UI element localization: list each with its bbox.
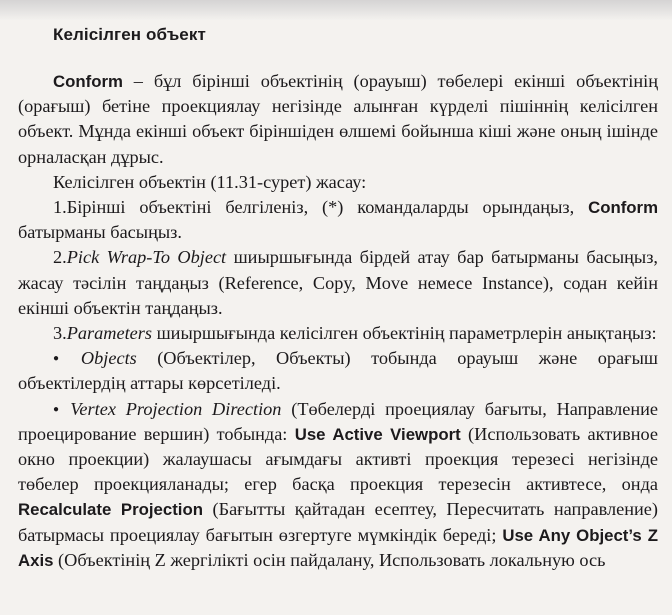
step-2-term: Pick Wrap-To Object: [66, 247, 227, 268]
step-1-text: Бірінші объектіні белгіленіз, (*) командаларды орындаңыз,: [66, 197, 589, 218]
bullet-marker: ●: [53, 403, 65, 415]
use-any-object-z-axis-term: Use Any Object’s Z Axis: [18, 525, 659, 570]
paragraph-conform-definition: [18, 69, 658, 170]
bullet-objects-text: (Объектілер, Объекты) тобында орауыш және орағыш объектілердің аттары көрсетіледі.: [18, 348, 658, 394]
bullet-vertex-text-2: (Использовать активное окно проекции) жалаушасы ағымдағы активті проекция терезесі негізінде төбелер проекцияланады; егер басқа проекция терезесін активтесе, онда: [18, 423, 658, 495]
section-heading: Келісілген объект: [53, 25, 206, 44]
step-1-term: Conform: [588, 198, 658, 218]
step-2-number: 2.: [53, 247, 67, 268]
bullet-marker: ●: [53, 353, 75, 365]
step-3: [18, 321, 658, 346]
bullet-vertex-text-3: (Бағытты қайтадан есептеу, Пересчитать направление) батырмасы проециялау бағытын өзгертуге мүмкіндік береді;: [18, 499, 658, 545]
term-conform: Conform: [53, 72, 123, 91]
step-3-text: шиыршығында келісілген объектінің параметрлерін анықтаңыз:: [152, 323, 657, 344]
bullet-vertex-text-1: (Төбелерді проециялау бағыты, Направление проецирование вершин) тобында:: [18, 398, 659, 444]
step-2: [18, 245, 658, 321]
paragraph-creation-intro: Келісілген объектін (11.31-сурет) жасау:: [53, 171, 367, 192]
bullet-vertex-text-4: (Объектінің Z жергілікті осін пайдалану, Использовать локальную ось: [53, 549, 606, 570]
bullet-vertex-term: Vertex Projection Direction: [70, 398, 282, 419]
bullet-objects: [18, 346, 658, 396]
definition-text: – бұл бірінші объектінің (орауыш) төбелері екінші объектінің (орағыш) бетіне проекциялау негізінде алынған күрделі пішіннің келісілген объект. Мұнда екінші объект біріншіден өлшемі бойынша кіші және оның ішінде орналасқан дұрыс.: [18, 71, 658, 167]
bleed-through-strip: [0, 0, 672, 20]
step-3-term: Parameters: [66, 323, 153, 344]
use-active-viewport-term: Use Active Viewport: [294, 424, 461, 444]
step-1-tail: батырманы басыңыз.: [18, 222, 182, 243]
bullet-vertex-projection: [18, 397, 658, 573]
step-3-number: 3.: [53, 323, 67, 344]
step-1-number: 1.: [53, 197, 67, 218]
bullet-objects-term: Objects: [80, 348, 137, 369]
recalculate-projection-term: Recalculate Projection: [18, 500, 203, 520]
step-2-text: шиыршығында бірдей атау бар батырманы басыңыз, жасау тәсілін таңдаңыз (Reference, Copy, Move немесе Instance), содан кейін екінші объектін таңдаңыз.: [18, 247, 658, 318]
step-1: [18, 195, 658, 245]
